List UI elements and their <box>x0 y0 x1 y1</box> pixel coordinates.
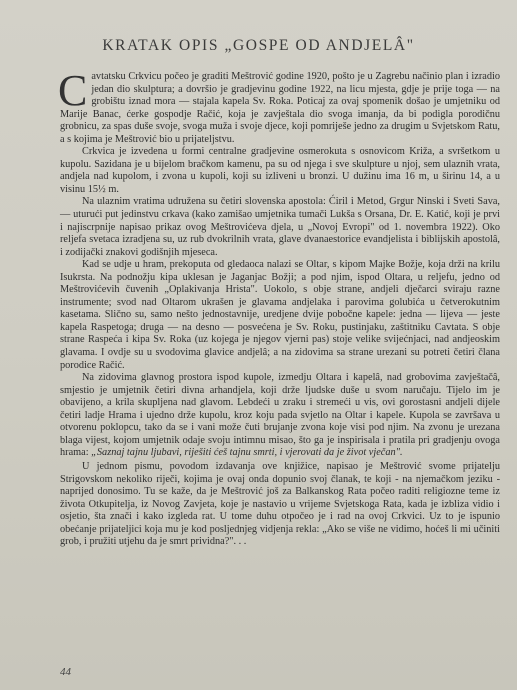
paragraph-2: Crkvica je izvedena u formi centralne gradjevine osmerokuta s osnovicom Križa, a svršetkom u kupolu. Sazidana je u bijelom bračkom kamenu, pa su od njega i sve skulpture u njoj, sem ulaznih vrata, andjela nad kupolom, i zvona u kupoli, koji su izliveni u bronzi. U dužinu ima 16 m, u širinu 14, a u visinu 15½ m. <box>60 146 500 195</box>
paragraph-4: Kad se udje u hram, prekoputa od gledaoca nalazi se Oltar, s kipom Majke Božje, koja drži na krilu Isukrsta. Na podnožju kipa uklesan je Jaganjac Božji; a pod njim, ispod Oltara, u reljefu, jedno od Meštrovićevih čuvenih „Oplakivanja Hrista". Uokolo, s obje strane, andjeli dječarci sviraju razne instrumente; svod nad Oltarom ukrašen je glavama andjelaka i parovima golubića u četverokutnim kasetama. Slično su, samo nešto jednostavnije, uredjene dvije pobočne kapele: jedna — lijeva — jeste kapela Raspetoga; druga — na desno — posvećena je Sv. Roku, pustinjaku, zaštitniku Cavtata. S obje strane Raspeća i kipa Sv. Roka (uz kojega je njegov vjerni pas) stoje velike svijećnjaci, nad andjeoskim glavama. I ovdje su u svodovima glavice andjelâ; a na zidovima sa strane urezani su potreti četiri člana porodice Račić. <box>60 259 500 371</box>
paragraph-1-text: avtatsku Crkvicu počeo je graditi Meštrović godine 1920, pošto je u Zagrebu načinio plan i izradio jedan dio skulptura; a dovršio je gradjevinu godine 1922, na licu mjesta, gdje je prije toga — na grobištu iznad mora — stajala kapela Sv. Roka. Poticaj za ovaj spomenik došao je umjetniku od Marije Banac, ćerke gospodje Račić, koja je zavještala dio svoga imanja, da bi podigla porodičnu grobnicu, za spas duše svoje, svoga muža i svoje djece, koji pomriješe jedno za drugim u Svjetskom Ratu, a s kojima je Meštrović bio u prijateljstvu. <box>60 71 500 145</box>
body-text <box>58 66 500 549</box>
paragraph-1 <box>58 66 500 146</box>
page-number: 44 <box>60 666 71 678</box>
bell-inscription: „Saznaj tajnu ljubavi, riješiti ćeš tajnu smrti, i vjerovati da je život vječan". <box>91 447 403 459</box>
paragraph-6: U jednom pismu, povodom izdavanja ove knjižice, napisao je Meštrović svome prijatelju Strigovskom nekoliko riječi, kojima je ovaj onda dopunio svoj članak, te koji - na njemačkom jeziku - naprijed donosimo. Tu se kaže, da je Meštrović još za Balkanskog Rata počeo raditi religiozne teme iz života Otkupitelja, iz Novog Zavjeta, koje je nastavio u vrijeme Svjetskoga Rata, kada je izbliza vidio i osjetio, šta znači i kako izgleda rat. U tome duhu otpočeo je i rad na ovoj Crkvici. Uz to je ispunio obećanje prijateljici koja mu je kod posljednjeg vidjenja rekla: „Ako se više ne vidimo, hoćeš li mi učiniti grob, i pružiti utjehu da je smrt prividna?". . . <box>60 460 500 548</box>
paragraph-5 <box>60 372 500 460</box>
chapter-title: KRATAK OPIS „GOSPE OD ANDJELÂ" <box>102 37 415 54</box>
drop-cap: C <box>58 66 88 115</box>
paragraph-5-text: Na zidovima glavnog prostora ispod kupole, izmedju Oltara i kapelâ, nad grobovima zavještačâ, smjestio je umjetnik četiri divna arhandjela, koji drže ljudske duše u svom naručaju. Tijelo im je obavijeno, a krila skupljena nad glavom. Lebdeći u zraku i stremeći u vis, ovi gorostasni andjeli dijele četiri ladje Hrama i ujedno drže kupolu, kroz koju pada svjetlo na Oltar i kapele. Kupola se završava u otvorenu poklopcu, tako da se i vani može čuti brujanje zvona koje visi pod njim. Na zvonu je urezana blaga vijest, kojom umjetnik odaje svoju intimnu misao, što ga je inspirisala i pratila pri gradjenju ovoga hrama: <box>60 372 500 459</box>
paragraph-3: Na ulaznim vratima udružena su četiri slovenska apostola: Ćiril i Metod, Grgur Ninski i Sveti Sava, — uturući put jedinstvu crkava (kako zamišao umjetnika tumači Lukša s Orsana, Dr. E. Katić, koji je prvi i najiscrpnije napisao prikaz ovog Meštrovićeva djela, u „Novoj Evropi" od 1. novembra 1922). Oko reljefa svetaca izradjena su, uz rub dvokrilnih vrata, glave dvanaestorice evandjelista i biblijskih apostolâ, i zodijački znakovi godišnjih mjeseca. <box>60 196 500 258</box>
